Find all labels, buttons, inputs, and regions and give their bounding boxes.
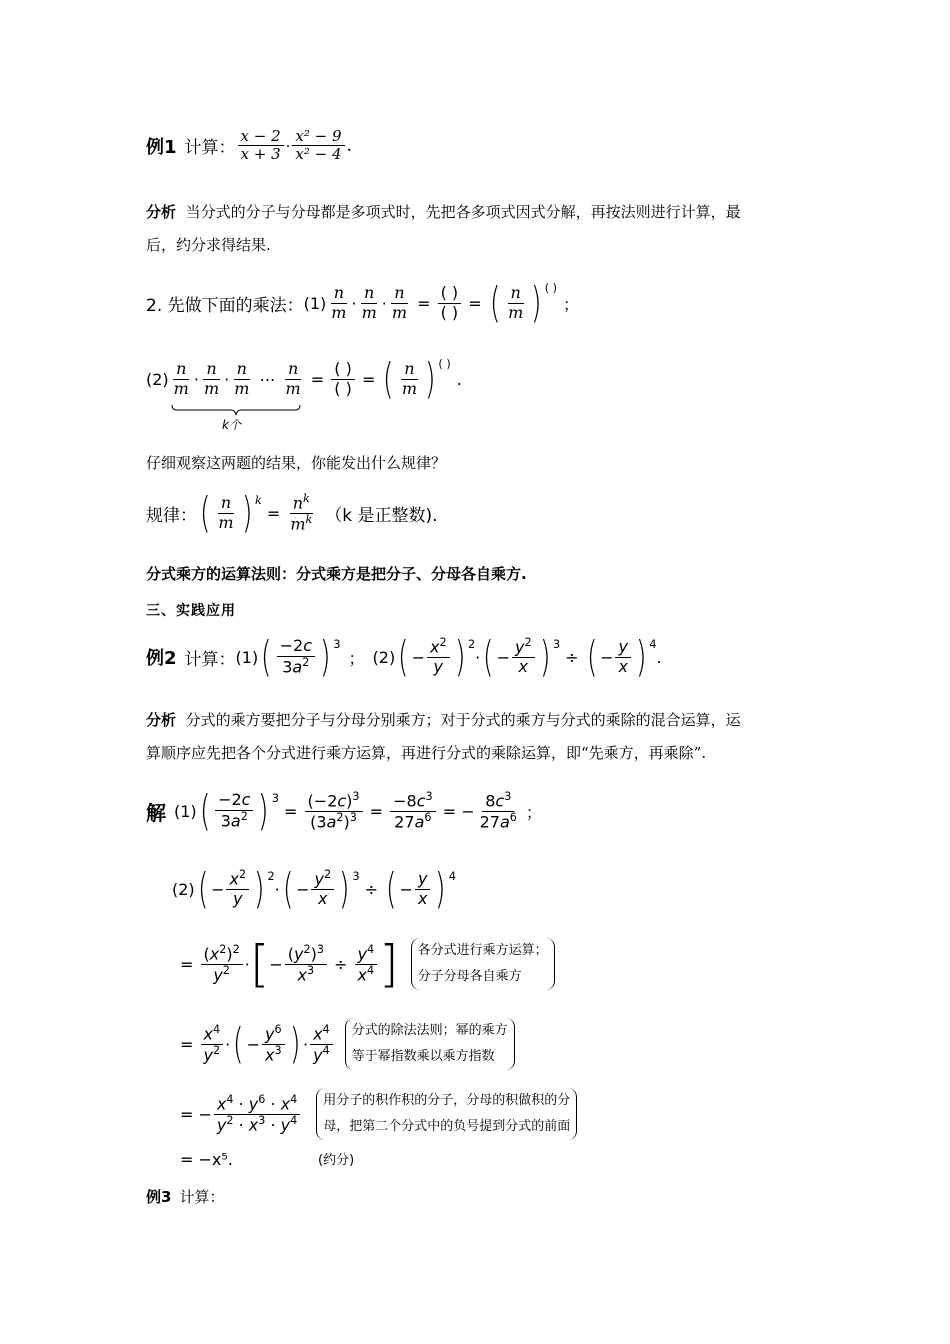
example3-label: 例3	[146, 1188, 172, 1206]
solution-part1: 解 (1) ( $\frac{-2c}{3a^2}$ ) $^3$ = $\frac{(-2c)^3}{(3a^2)^3}$ = $\frac{-8c^3}{27a^6}$ = − $\frac{8c^3}{27a^6}$ ；	[146, 786, 542, 835]
section-heading: 三、实践应用	[146, 603, 236, 619]
solution-step3: = − $\frac{x^4 \cdot y^6 \cdot x^4}{y^2 \cdot x^3 \cdot y^4}$ 用分子的积作积的分子，分母的积做积的分 母，把第二个分式中的负号提到分式的前面	[180, 1088, 577, 1140]
question2-text: 2. 先做下面的乘法：	[146, 295, 304, 316]
example1-line: 例1 计算： $\frac{x - 2}{x + 3}$ · $\frac{\text{x² − 9}}{\text{x² − 4}}$ .	[146, 127, 352, 164]
question2-part1: 2. 先做下面的乘法： (1) $\frac{n}{m}$ · $\frac{n}{m}$ · $\frac{n}{m}$ = $\frac{( )}{( )}$ = ( $\frac{n}{m}$ ) ( ) ；	[146, 278, 579, 327]
question2-part2: (2) $\frac{n}{m}$ · $\frac{n}{m}$ · $\frac{n}{m}$ ⋯ $\frac{n}{m}$ = $\frac{( )}{( )}$ = ( $\frac{n}{m}$ ) ( ) . k个	[146, 354, 462, 432]
k-count-label: k个	[222, 418, 241, 432]
solution-final: = −x⁵.	[180, 1150, 233, 1169]
fraction-1: $\frac{x - 2}{x + 3}$	[238, 128, 284, 164]
analysis2-label: 分析	[146, 711, 177, 729]
analysis1-paragraph: 分析 当分式的分子与分母都是多项式时，先把各多项式因式分解，再按法则进行计算，最 后，约分求得结果.	[146, 203, 741, 254]
rule-line: 规律： ( $\frac{n}{m}$ ) $^k$ = $\frac{n^k}{m^k}$ （k 是正整数).	[146, 488, 438, 537]
example2-label: 例2	[146, 648, 177, 669]
analysis1-label: 分析	[146, 203, 177, 221]
example2-line: 例2 计算： (1) ( $\frac{-2c}{3a^2}$ ) $^3$ ； (2) ( − $\frac{x^2}{y}$ ) $^2$ · ( − $\frac{y^2}{x}$ ) $^3$ ÷ ( − $\frac{y}{x}$ ) $^4$ .	[146, 632, 662, 681]
rule-note: （k 是正整数).	[325, 505, 438, 526]
rule-label: 规律：	[146, 505, 197, 526]
example1-label: 例1	[146, 136, 177, 158]
solution-step2: = $\frac{x^4}{y^2}$ · ( − $\frac{y^6}{x^3}$ ) · $\frac{x^4}{y^4}$ 分式的除法法则；幂的乘方 等于幂指数乘以乘方指数	[180, 1018, 515, 1070]
solution-step1: = $\frac{(x^2)^2}{y^2}$ · [ − $\frac{(y^2)^3}{x^3}$ ÷ $\frac{y^4}{x^4}$ ] 各分式进行乘方运算； 分子分母各自乘方	[180, 938, 555, 990]
note-step3: 用分子的积作积的分子，分母的积做积的分 母，把第二个分式中的负号提到分式的前面	[316, 1088, 577, 1140]
note-step1: 各分式进行乘方运算； 分子分母各自乘方	[411, 938, 555, 990]
example1-text: 计算：	[184, 138, 236, 159]
example3-line: 例3 计算：	[146, 1188, 225, 1206]
note-step4: (约分)	[318, 1153, 355, 1168]
note-step2: 分式的除法法则；幂的乘方 等于幂指数乘以乘方指数	[345, 1018, 515, 1070]
underbrace	[171, 404, 301, 416]
solution-part2: (2) ( − $\frac{x^2}{y}$ ) $^2$ · ( − $\frac{y^2}{x}$ ) $^3$ ÷ ( − $\frac{y}{x}$ ) $^4$	[172, 864, 456, 913]
analysis2-paragraph: 分析 分式的乘方要把分子与分母分别乘方；对于分式的乘方与分式的乘除的混合运算，运 算顺序应先把各个分式进行乘方运算，再进行分式的乘除运算，即“先乘方，再乘除”.	[146, 711, 741, 762]
fraction-2: $\frac{\text{x² − 9}}{\text{x² − 4}}$	[292, 128, 344, 164]
solution-label: 解	[146, 800, 166, 825]
power-law: 分式乘方的运算法则：分式乘方是把分子、分母各自乘方.	[146, 565, 527, 583]
observe-question: 仔细观察这两题的结果，你能发出什么规律？	[146, 454, 447, 472]
